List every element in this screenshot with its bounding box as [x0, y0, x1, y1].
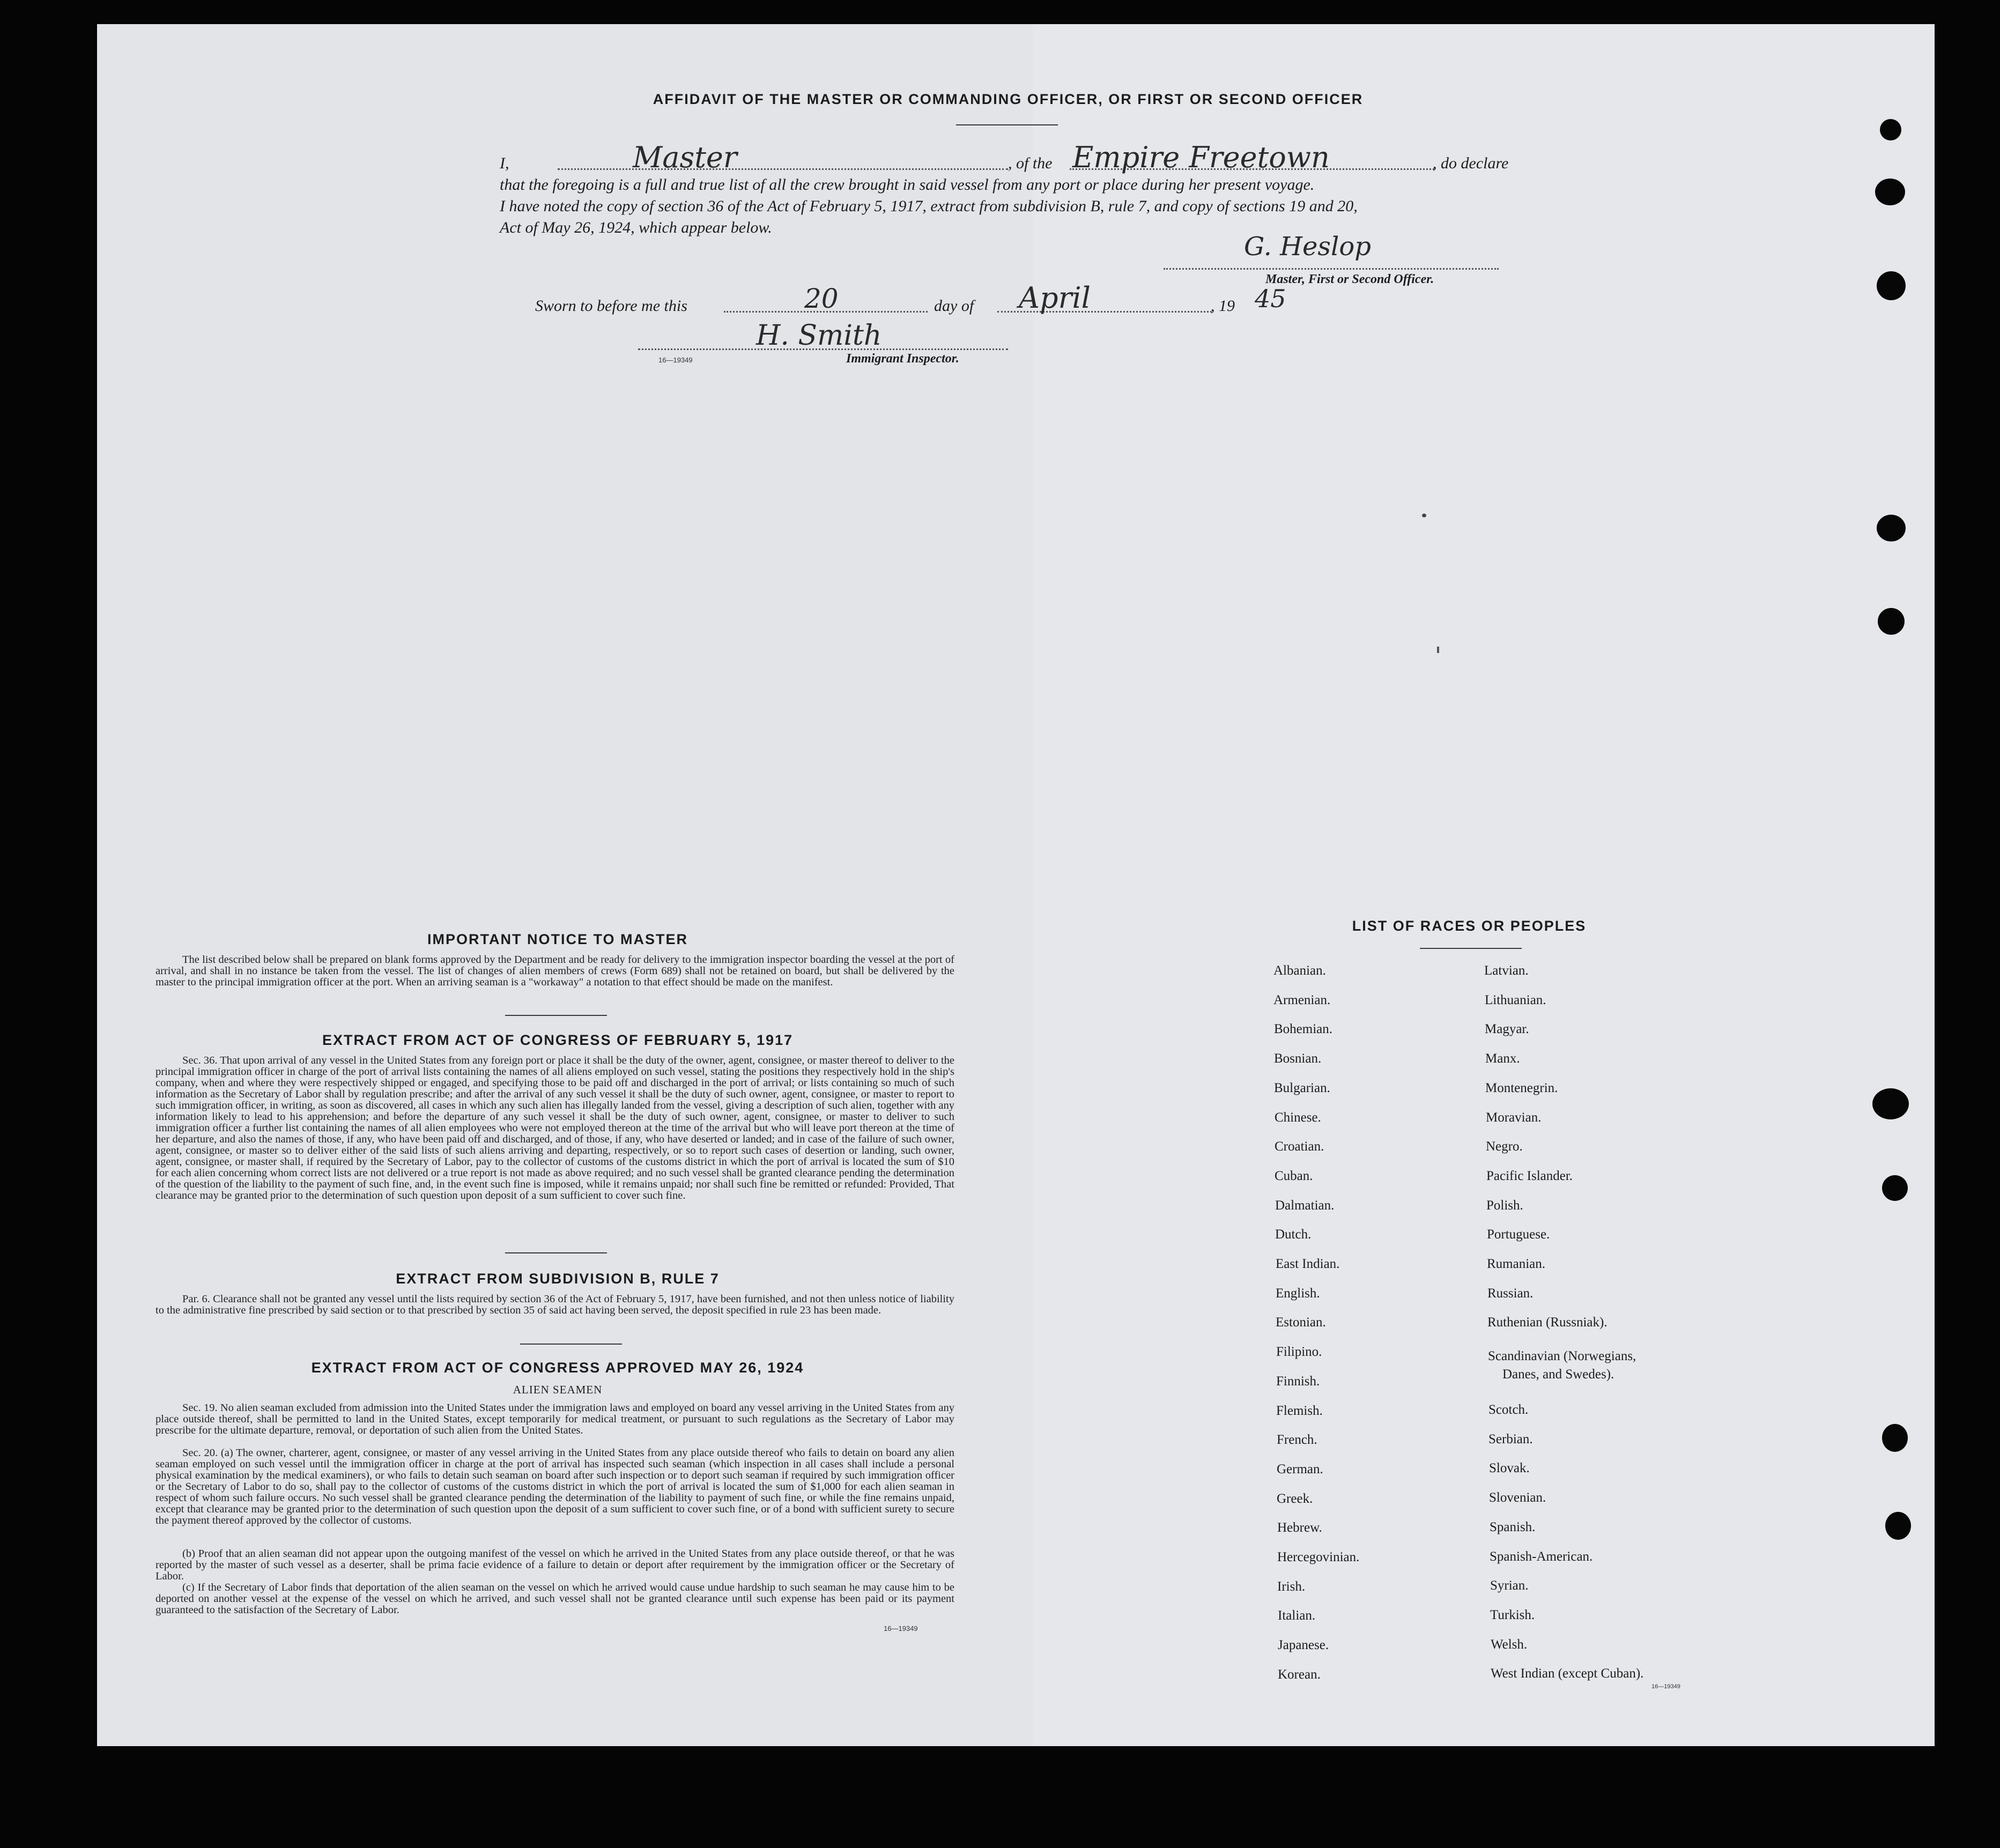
extract-1924-title: EXTRACT FROM ACT OF CONGRESS APPROVED MAY 26, 1924 [311, 1360, 804, 1376]
extract-rule7-body: Par. 6. Clearance shall not be granted any vessel until the lists required by section 36 of the Act of February 5, 1917, have been furnished, and not then unless notice of liability to the administrative fine prescribed by said section or to that prescribed by section 35 of said act having been served, the deposit specified in rule 23 has been made. [155, 1293, 954, 1316]
name-handwritten[interactable]: Master [633, 140, 737, 174]
race-item: Armenian. [1273, 993, 1331, 1007]
month-handwritten[interactable]: April [1019, 281, 1091, 315]
binder-hole [1877, 515, 1906, 541]
binder-hole [1882, 1424, 1908, 1452]
race-item: Albanian. [1273, 963, 1326, 978]
race-item: Croatian. [1275, 1139, 1324, 1154]
affidavit-line-3: I have noted the copy of section 36 of the Act of February 5, 1917, extract from subdivision B, rule 7, and copy of sections 19 and 20, [500, 197, 1358, 215]
notice-title: IMPORTANT NOTICE TO MASTER [427, 931, 688, 947]
race-item: West Indian (except Cuban). [1491, 1666, 1644, 1681]
race-item: Rumanian. [1487, 1257, 1546, 1271]
year-handwritten[interactable]: 45 [1255, 284, 1286, 313]
title-divider [956, 124, 1058, 125]
affidavit-line-4: Act of May 26, 1924, which appear below. [500, 219, 772, 236]
race-item: Slovenian. [1489, 1490, 1546, 1505]
race-item: Syrian. [1490, 1578, 1529, 1593]
race-item: Danes, and Swedes). [1502, 1367, 1614, 1382]
year-prefix: , 19 [1211, 297, 1235, 315]
day-of-label: day of [934, 297, 974, 315]
affidavit-i-label: I, [500, 154, 509, 172]
race-item: Welsh. [1491, 1637, 1528, 1652]
name-line [558, 168, 1008, 170]
section-divider [520, 1344, 622, 1345]
race-item: Pacific Islander. [1486, 1169, 1573, 1183]
races-title: LIST OF RACES OR PEOPLES [1352, 918, 1587, 934]
race-item: Russian. [1487, 1286, 1534, 1301]
do-declare-label: , do declare [1433, 154, 1509, 172]
races-divider [1420, 948, 1522, 949]
inspector-line [638, 348, 1008, 350]
vessel-handwritten[interactable]: Empire Freetown [1072, 140, 1330, 174]
race-item: Chinese. [1275, 1110, 1321, 1125]
race-item: Magyar. [1485, 1022, 1529, 1036]
race-item: Hebrew. [1277, 1520, 1322, 1535]
race-item: Polish. [1486, 1198, 1523, 1213]
binder-hole [1872, 1088, 1909, 1119]
race-item: Spanish-American. [1490, 1549, 1593, 1564]
race-item: Lithuanian. [1485, 993, 1546, 1007]
sec19-body: Sec. 19. No alien seaman excluded from admission into the United States under the immigration laws and employed on board any vessel arriving in the United States from any place outside thereof, shall be permitted to land in the United States, except temporarily for medical treatment, or pursuant to such regulations as the Secretary of Labor may prescribe for the ultimate departure, removal, or deportation of such alien from the United States. [155, 1402, 954, 1436]
inspector-caption: Immigrant Inspector. [846, 352, 959, 366]
race-item: East Indian. [1276, 1257, 1340, 1271]
race-item: Estonian. [1276, 1315, 1326, 1330]
race-item: Turkish. [1490, 1608, 1535, 1622]
signature-line [1164, 268, 1499, 270]
race-item: Korean. [1278, 1667, 1321, 1682]
form-number: 16—19349 [884, 1624, 918, 1632]
race-item: Slovak. [1489, 1461, 1530, 1475]
race-item: Portuguese. [1487, 1227, 1550, 1242]
section-divider [505, 1015, 607, 1016]
extract-rule7-title: EXTRACT FROM SUBDIVISION B, RULE 7 [396, 1271, 720, 1287]
race-item: Bohemian. [1274, 1022, 1333, 1036]
sec20b-body: (b) Proof that an alien seaman did not appear upon the outgoing manifest of the vessel on which he arrived in the United States from any place outside thereof, or that he was reported by the master of such vessel as a deserter, shall be prima facie evidence of a failure to detain or deport after requirement by the immigration officer or the Secretary of Labor. [155, 1548, 954, 1582]
sec20c-body: (c) If the Secretary of Labor finds that deportation of the alien seaman on the vessel on which he arrived would cause undue hardship to such seaman he may cause him to be deported on another vessel at the expense of the vessel on which he arrived, and such vessel shall not be granted clearance until such expense has been paid or its payment guaranteed to the satisfaction of the Secretary of Labor. [155, 1582, 954, 1616]
race-item: Bulgarian. [1274, 1081, 1330, 1095]
binder-hole [1885, 1512, 1911, 1540]
extract-1924-subtitle: ALIEN SEAMEN [513, 1383, 603, 1396]
notice-body: The list described below shall be prepared on blank forms approved by the Department and be ready for delivery to the immigration inspector boarding the vessel at the port of arrival, and shall in no instance be taken from the vessel. The list of changes of alien members of crews (Form 689) shall not be retained on board, but shall be delivered by the master to the principal immigration officer at the port. When an arriving seaman is a "workaway" a notation to that effect should be made on the manifest. [155, 954, 954, 988]
scan-speck [1437, 647, 1439, 653]
affidavit-title: AFFIDAVIT OF THE MASTER OR COMMANDING OFFICER, OR FIRST OR SECOND OFFICER [653, 91, 1364, 107]
race-item: Manx. [1485, 1051, 1520, 1066]
signature-caption: Master, First or Second Officer. [1265, 272, 1434, 286]
master-signature[interactable]: G. Heslop [1244, 232, 1372, 262]
race-item: Ruthenian (Russniak). [1487, 1315, 1608, 1330]
race-item: Cuban. [1275, 1169, 1313, 1183]
race-item: French. [1277, 1433, 1317, 1447]
race-item: Hercegovinian. [1277, 1550, 1360, 1564]
sworn-label: Sworn to before me this [535, 297, 687, 315]
race-item: Greek. [1277, 1491, 1313, 1506]
race-item: Finnish. [1276, 1374, 1320, 1389]
race-item: Italian. [1278, 1608, 1316, 1623]
race-item: Flemish. [1276, 1404, 1323, 1418]
day-handwritten[interactable]: 20 [804, 283, 839, 314]
race-item: Irish. [1277, 1579, 1306, 1594]
race-item: Montenegrin. [1485, 1081, 1558, 1095]
sec20a-body: Sec. 20. (a) The owner, charterer, agent, consignee, or master of any vessel arriving in the United States from any place outside thereof who fails to detain on board any alien seaman employed on such vessel until the immigration officer in charge at the port of arrival has inspected such seaman (which inspection in all cases shall include a personal physical examination by the medical examiners), or who fails to detain such seaman on board after such inspection or to deport such seaman if required by such immigration officer or the Secretary of Labor to do so, shall pay to the collector of customs of the customs district in which the port of arrival is located the sum of $1,000 for each alien seaman in respect of whom such failure occurs. No such vessel shall be granted clearance pending the determination of the liability to payment of such fine, or while the fine remains unpaid, except that clearance may be granted prior to the determination of such question upon the deposit of a sum sufficient to cover such fine, or of a bond with sufficient surety to secure the payment thereof approved by the collector of customs. [155, 1447, 954, 1526]
of-the-label: , of the [1008, 154, 1053, 172]
extract-1917-title: EXTRACT FROM ACT OF CONGRESS OF FEBRUARY 5, 1917 [322, 1032, 794, 1048]
race-item: Moravian. [1486, 1110, 1542, 1125]
binder-hole [1880, 119, 1901, 140]
section-divider [505, 1252, 607, 1253]
binder-hole [1877, 271, 1906, 300]
race-item: Bosnian. [1274, 1051, 1322, 1066]
affidavit-line-2: that the foregoing is a full and true list of all the crew brought in said vessel from any port or place during her present voyage. [500, 176, 1315, 194]
race-item: English. [1276, 1286, 1320, 1301]
race-item: Negro. [1486, 1139, 1523, 1154]
inspector-signature[interactable]: H. Smith [756, 320, 882, 352]
race-item: Filipino. [1276, 1345, 1322, 1359]
binder-hole [1878, 608, 1905, 635]
race-item: Scandinavian (Norwegians, [1488, 1349, 1636, 1363]
binder-hole [1875, 179, 1905, 205]
race-item: Scotch. [1488, 1402, 1529, 1417]
race-item: Spanish. [1490, 1520, 1536, 1534]
form-number: 16—19349 [658, 356, 693, 364]
race-item: Latvian. [1484, 963, 1529, 978]
extract-1917-body: Sec. 36. That upon arrival of any vessel in the United States from any foreign port or place it shall be the duty of the owner, agent, consignee, or master thereof to deliver to the principal immigration officer in charge of the port of arrival lists containing the names of all aliens employed on such vessel, stating the positions they respectively hold in the ship's company, when and where they were respectively shipped or engaged, and specifying those to be paid off and discharged in the port of arrival; or lists containing so much of such information as the Secretary of Labor shall by regulation prescribe; and after the arrival of any such vessel it shall be the duty of such owner, agent, consignee, or master to report to such immigration officer, in writing, as soon as discovered, all cases in which any such alien has illegally landed from the vessel, giving a description of such alien, together with any information likely to lead to his apprehension; and before the departure of any such vessel it shall be the duty of such owner, agent, consignee, or master to deliver to such immigration officer a further list containing the names of all alien employees who were not employed thereon at the time of the arrival but who will leave port thereon at the time of her departure, and also the names of those, if any, who have been paid off and discharged, and of those, if any, who have deserted or landed; and in case of the failure of such owner, agent, consignee, or master so to deliver either of the said lists of such aliens arriving and departing, respectively, or so to report such cases of desertion or landing, such owner, agent, consignee, or master shall, if required by the Secretary of Labor, pay to the collector of customs of the customs district in which the port of arrival is located the sum of $10 for each alien concerning whom correct lists are not delivered or a true report is not made as above required; and no such vessel shall be granted clearance pending the determination of the question of the liability to the payment of such fine, and, in the event such fine is imposed, while it remains unpaid; nor shall such fine be remitted or refunded: Provided, That clearance may be granted prior to the determination of such question upon deposit of a sum sufficient to cover such fine. [155, 1055, 954, 1201]
document-page-right-half [1033, 24, 1935, 1746]
race-item: Dalmatian. [1275, 1198, 1335, 1213]
binder-hole [1882, 1175, 1908, 1201]
race-item: Japanese. [1278, 1638, 1329, 1652]
race-item: Serbian. [1488, 1432, 1533, 1446]
form-number: 16—19349 [1651, 1683, 1680, 1690]
race-item: Dutch. [1275, 1227, 1312, 1242]
scan-speck [1422, 514, 1426, 517]
race-item: German. [1277, 1462, 1323, 1476]
